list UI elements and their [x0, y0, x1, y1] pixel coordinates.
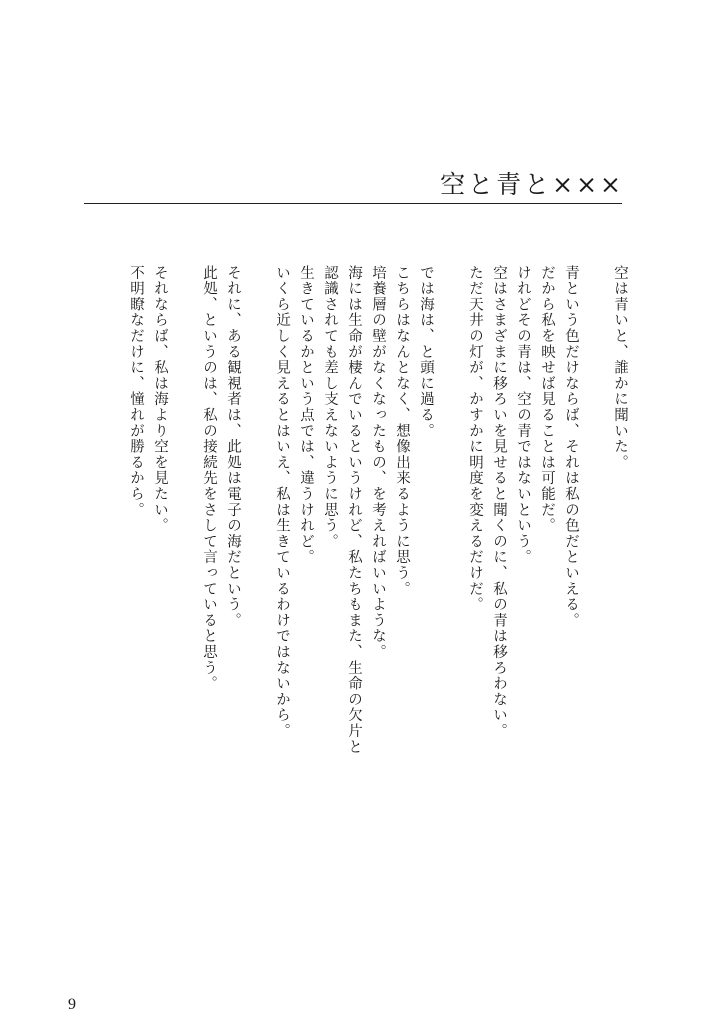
- text-line: 培養層の壁がなくなったもの、を考えればいいような。: [370, 265, 386, 660]
- paragraph-gap: [172, 265, 197, 965]
- paragraph-gap: [438, 265, 463, 965]
- text-line: こちらはなんとなく、想像出来るように思う。: [394, 265, 410, 597]
- paragraph-gap: [583, 265, 608, 965]
- text-line: だから私を映せば見ることは可能だ。: [539, 265, 555, 534]
- text-line: 海には生命が棲んでいるというけれど、私たちもまた、生命の欠片と: [346, 265, 362, 755]
- text-line: いくら近しく見えるとはいえ、私は生きているわけではないから。: [274, 265, 290, 739]
- paragraph-gap: [245, 265, 270, 965]
- page-number: 9: [68, 996, 76, 1013]
- text-line: ただ天井の灯が、かすかに明度を変えるだけだ。: [467, 265, 483, 613]
- title-underline: [84, 203, 622, 204]
- text-line: それに、ある観視者は、此処は電子の海だという。: [225, 265, 241, 629]
- text-line: 生きているかという点では、違うけれど。: [298, 265, 314, 566]
- text-line: 不明瞭なだけに、憧れが勝るから。: [128, 265, 144, 518]
- text-line: 青という色だけならば、それは私の色だといえる。: [563, 265, 579, 629]
- text-line: 此処、というのは、私の接続先をさして言っていると思う。: [201, 265, 217, 692]
- text-line: 空はさまざまに移ろいを見せると聞くのに、私の青は移ろわない。: [491, 265, 507, 739]
- text-line: では海は、と頭に過る。: [418, 265, 434, 439]
- chapter-title: 空と青と×××: [440, 170, 624, 199]
- text-line: けれどその青は、空の青ではないという。: [515, 265, 531, 566]
- text-line: 空は青いと、誰かに聞いた。: [612, 265, 628, 471]
- body-text: [92, 265, 632, 965]
- text-line: 認識されても差し支えないように思う。: [322, 265, 338, 550]
- text-line: それならば、私は海より空を見たい。: [152, 265, 168, 534]
